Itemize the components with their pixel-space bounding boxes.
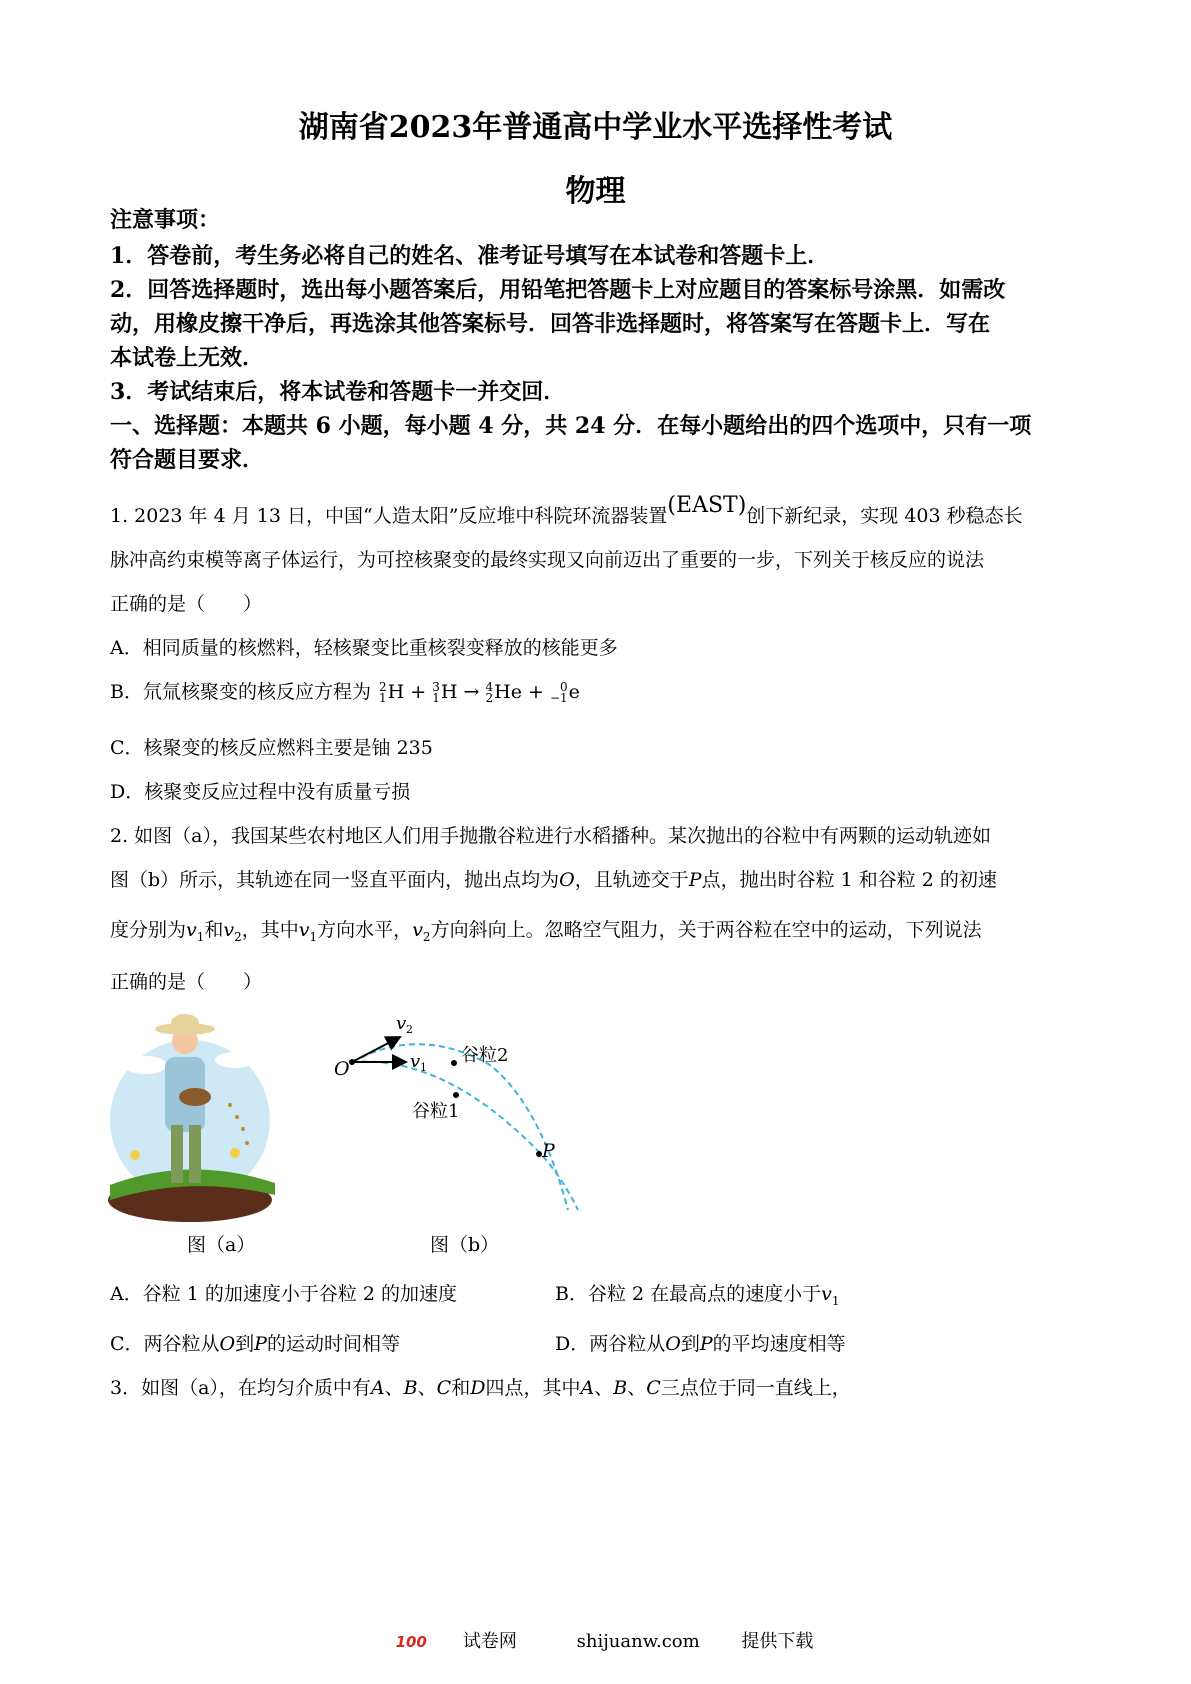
- q2-option-c: C．两谷粒从O到P的运动时间相等: [110, 1333, 400, 1355]
- exam-title: 湖南省2023年普通高中学业水平选择性考试: [298, 110, 893, 145]
- velocity-v2-arrow: [352, 1037, 400, 1062]
- note-item-2-line-2: 动，用橡皮擦干净后，再选涂其他答案标号．回答非选择题时，将答案写在答题卡上．写在: [110, 311, 991, 337]
- q1-option-d: D．核聚变反应过程中没有质量亏损: [110, 781, 411, 803]
- trajectory-grain-1: [352, 1062, 578, 1210]
- q2-option-d: D．两谷粒从O到P的平均速度相等: [555, 1333, 846, 1355]
- note-item-1: 1．答卷前，考生务必将自己的姓名、准考证号填写在本试卷和答题卡上．: [110, 243, 830, 269]
- q3-line-1: 3．如图（a），在均匀介质中有A、B、C和D四点，其中A、B、C三点位于同一直线上，: [110, 1377, 851, 1399]
- point-p-label: P: [542, 1140, 555, 1162]
- section-1-line-2: 符合题目要求．: [110, 447, 265, 473]
- figure-b-caption: 图（b）: [430, 1234, 500, 1256]
- q2-option-b: B．谷粒 2 在最高点的速度小于$v_1$: [555, 1283, 840, 1308]
- grain-1-label: 谷粒1: [412, 1101, 460, 1122]
- download-text: 提供下载: [741, 1631, 814, 1652]
- site-logo: 100 试卷网: [395, 1631, 517, 1652]
- east-label: (EAST): [667, 493, 747, 518]
- note-item-2-line-1: 2．回答选择题时，选出每小题答案后，用铅笔把答题卡上对应题目的答案标号涂黑．如需改: [110, 277, 1006, 303]
- note-item-3: 3．考试结束后，将本试卷和答题卡一并交回．: [110, 379, 566, 405]
- nuclear-equation: 2 1H + 3 1H → 4 2He + 0 −1e: [379, 680, 580, 705]
- subject-title: 物理: [565, 174, 626, 209]
- q1-option-c: C．核聚变的核反应燃料主要是铀 235: [110, 737, 433, 759]
- v2-subscript: 2: [406, 1023, 413, 1036]
- section-1-line-1: 一、选择题：本题共 6 小题，每小题 4 分，共 24 分．在每小题给出的四个选项中，只有一项: [110, 413, 1032, 439]
- q1-option-a: A．相同质量的核燃料，轻核聚变比重核裂变释放的核能更多: [110, 637, 618, 659]
- v1-subscript: 1: [420, 1061, 427, 1074]
- page-footer: [0, 1627, 1191, 1653]
- q2-line-3: 度分别为$v_1$和$v_2$，其中$v_1$方向水平，$v_2$方向斜向上。忽略空气阻力，关于两谷粒在空中的运动，下列说法: [110, 919, 982, 944]
- grain-2-label: 谷粒2: [461, 1045, 509, 1066]
- q1-line-1: 1. 2023 年 4 月 13 日，中国“人造太阳”反应堆中科院环流器装置(EAST)创下新纪录，实现 403 秒稳态长: [110, 493, 1023, 527]
- q1-line-2: 脉冲高约束模等离子体运行，为可控核聚变的最终实现又向前迈出了重要的一步，下列关于核反应的说法: [110, 549, 985, 571]
- v1-label: v: [410, 1051, 421, 1072]
- point-o-label: O: [334, 1058, 350, 1080]
- notes-heading: 注意事项：: [110, 207, 221, 233]
- figure-a-caption: 图（a）: [187, 1234, 256, 1256]
- q1-line-3: 正确的是（ ）: [110, 593, 263, 615]
- note-item-2-line-3: 本试卷上无效．: [110, 345, 265, 371]
- q2-option-a: A．谷粒 1 的加速度小于谷粒 2 的加速度: [110, 1283, 458, 1305]
- trajectory-grain-2: [352, 1044, 568, 1210]
- q2-line-2: 图（b）所示，其轨迹在同一竖直平面内，抛出点均为O，且轨迹交于P点，抛出时谷粒 1 和谷粒 2 的初速: [110, 869, 997, 891]
- q2-line-4: 正确的是（ ）: [110, 971, 263, 993]
- q1-option-b: B．氘氚核聚变的核反应方程为 2 1H + 3 1H → 4 2He + 0 −1e: [110, 680, 580, 705]
- q2-line-1: 2. 如图（a），我国某些农村地区人们用手抛撒谷粒进行水稻播种。某次抛出的谷粒中有两颗的运动轨迹如: [110, 825, 991, 847]
- site-url[interactable]: shijuanw.com: [576, 1631, 700, 1652]
- figure-b-trajectory-diagram: [330, 1005, 600, 1225]
- v2-label: v: [396, 1013, 407, 1034]
- figure-a-farmer-sowing-illustration: [105, 1005, 280, 1225]
